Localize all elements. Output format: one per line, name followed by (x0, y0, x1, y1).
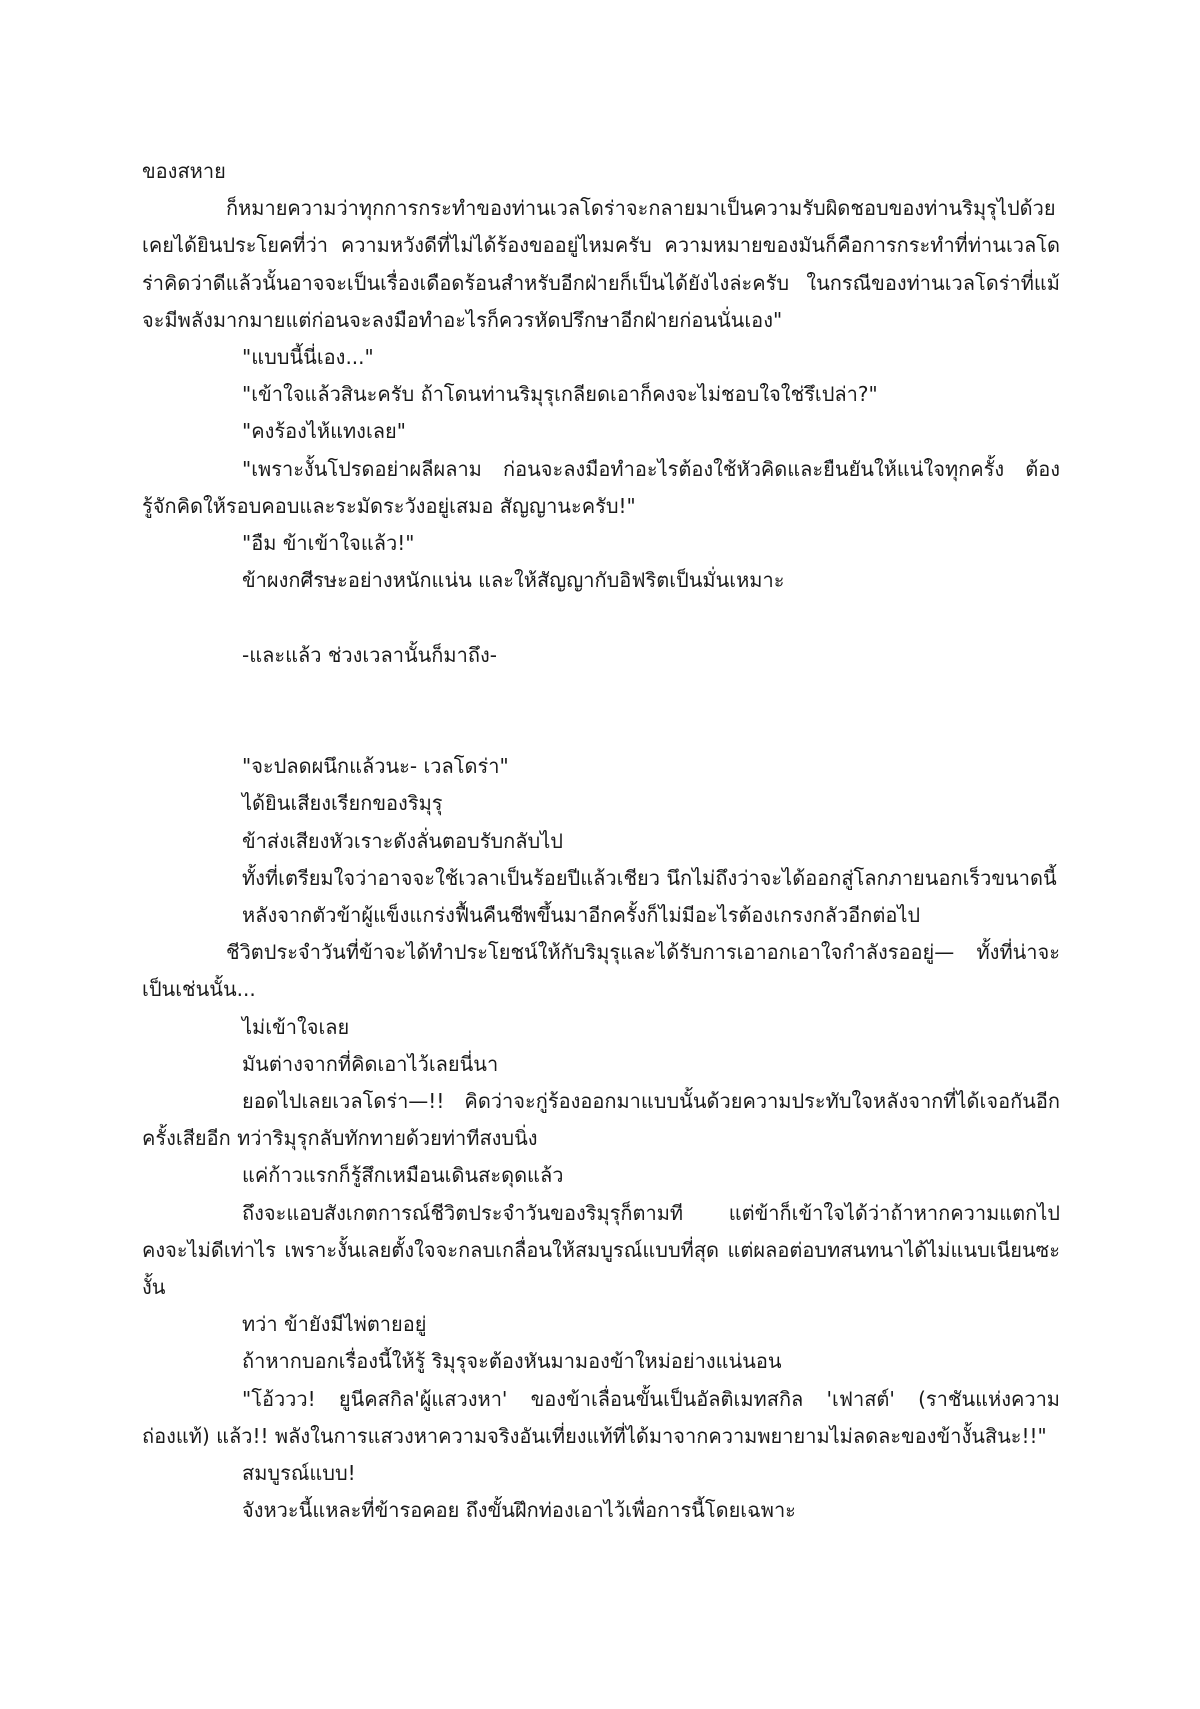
paragraph: มันต่างจากที่คิดเอาไว้เลยนี่นา (242, 1051, 499, 1076)
paragraph: ก็หมายความว่าทุกการกระทำของท่านเวลโดร่าจะกลายมาเป็นความรับผิดชอบของท่านริมุรุไปด้วย เคยได้ยินประโยคที่ว่า ความหวังดีที่ไม่ได้ร้องขออยู่ไหมครับ ความหมายของมันก็คือการกระทำที่ท่านเวลโดร่าคิดว่าดีแล้วนั้นอาจจะเป็นเรื่องเดือดร้อนสำหรับอีกฝ่ายก็เป็นได้ยังไงล่ะครับ ในกรณีของท่านเวลโดร่าที่แม้จะมีพลังมากมายแต่ก่อนจะลงมือทำอะไรก็ควรหัดปรึกษาอีกฝ่ายก่อนนั่นเอง" (142, 196, 1062, 332)
paragraph: "จะปลดผนึกแล้วนะ- เวลโดร่า" (242, 754, 509, 779)
paragraph: "เพราะงั้นโปรดอย่าผลีผลาม ก่อนจะลงมือทำอะไรต้องใช้หัวคิดและยืนยันให้แน่ใจทุกครั้ง ต้องรู้จักคิดให้รอบคอบและระมัดระวังอยู่เสมอ สัญญานะครับ!" (142, 456, 1060, 518)
paragraph: "อืม ข้าเข้าใจแล้ว!" (242, 531, 415, 556)
blank-line (142, 599, 1060, 636)
paragraph: สมบูรณ์แบบ! (242, 1461, 356, 1486)
paragraph: ของสหาย (142, 159, 226, 183)
blank-line (142, 674, 1060, 711)
paragraph: จังหวะนี้แหละที่ข้ารอคอย ถึงขั้นฝึกท่องเอาไว้เพื่อการนี้โดยเฉพาะ (242, 1498, 796, 1523)
paragraph: "คงร้องไห้แทงเลย" (242, 419, 406, 444)
paragraph: ได้ยินเสียงเรียกของริมุรุ (242, 791, 443, 816)
paragraph: "แบบนี้นี่เอง..." (242, 345, 374, 370)
paragraph: ทว่า ข้ายังมีไพ่ตายอยู่ (242, 1312, 427, 1337)
paragraph: -และแล้ว ช่วงเวลานั้นก็มาถึง- (242, 642, 497, 667)
paragraph: ไม่เข้าใจเลย (242, 1014, 350, 1039)
paragraph: ยอดไปเลยเวลโดร่า—!! คิดว่าจะกู่ร้องออกมาแบบนั้นด้วยความประทับใจหลังจากที่ได้เจอกันอีกครั้งเสียอีก ทว่าริมุรุกลับทักทายด้วยท่าทีสงบนิ่ง (142, 1089, 1060, 1151)
paragraph: ชีวิตประจำวันที่ข้าจะได้ทำประโยชน์ให้กับริมุรุและได้รับการเอาอกเอาใจกำลังรออยู่— ทั้งที่น่าจะเป็นเช่นนั้น... (142, 940, 1060, 1002)
paragraph: หลังจากตัวข้าผู้แข็งแกร่งฟื้นคืนชีพขึ้นมาอีกครั้งก็ไม่มีอะไรต้องเกรงกลัวอีกต่อไป (242, 903, 921, 928)
document-body (142, 153, 1060, 1529)
paragraph: ข้าผงกศีรษะอย่างหนักแน่น และให้สัญญากับอิฟริตเป็นมั่นเหมาะ (242, 568, 785, 593)
paragraph: "เข้าใจแล้วสินะครับ ถ้าโดนท่านริมุรุเกลียดเอาก็คงจะไม่ชอบใจใช่รึเปล่า?" (242, 382, 878, 407)
paragraph: "โอ้ววว! ยูนีคสกิล'ผู้แสวงหา' ของข้าเลื่อนขั้นเป็นอัลติเมทสกิล 'เฟาสต์' (ราชันแห่งความถ่องแท้) แล้ว!! พลังในการแสวงหาความจริงอันเที่ยงแท้ที่ได้มาจากความพยายามไม่ลดละของข้างั้นสินะ!!" (142, 1386, 1060, 1448)
blank-line (142, 711, 1060, 748)
paragraph: ทั้งที่เตรียมใจว่าอาจจะใช้เวลาเป็นร้อยปีแล้วเชียว นึกไม่ถึงว่าจะได้ออกสู่โลกภายนอกเร็วขนาดนี้ (242, 865, 1057, 890)
paragraph: ข้าส่งเสียงหัวเราะดังลั่นตอบรับกลับไป (242, 828, 563, 853)
paragraph: แค่ก้าวแรกก็รู้สึกเหมือนเดินสะดุดแล้ว (242, 1163, 564, 1188)
paragraph: ถึงจะแอบสังเกตการณ์ชีวิตประจำวันของริมุรุก็ตามที แต่ข้าก็เข้าใจได้ว่าถ้าหากความแตกไปคงจะไม่ดีเท่าไร เพราะงั้นเลยตั้งใจจะกลบเกลื่อนให้สมบูรณ์แบบที่สุด แต่ผลอต่อบทสนทนาได้ไม่แนบเนียนซะงั้น (142, 1200, 1060, 1300)
paragraph: ถ้าหากบอกเรื่องนี้ให้รู้ ริมุรุจะต้องหันมามองข้าใหม่อย่างแน่นอน (242, 1349, 782, 1374)
